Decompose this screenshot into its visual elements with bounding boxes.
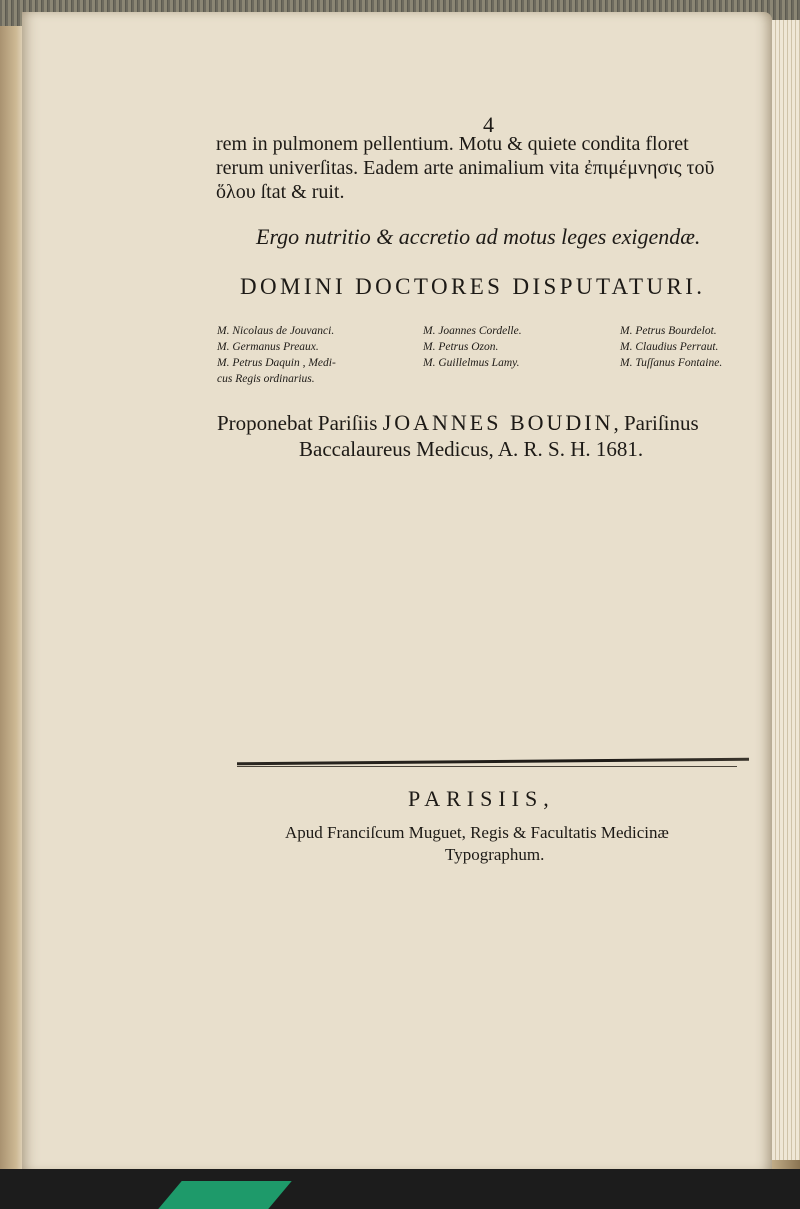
body-paragraph xyxy=(216,132,756,204)
doctor-name: M. Petrus Daquin , Medi- xyxy=(217,357,336,369)
body-line: rem in pulmonem pellentium. Motu & quiete condita floret xyxy=(216,133,689,155)
doctor-name: M. Germanus Preaux. xyxy=(217,341,319,353)
doctors-column-3 xyxy=(620,323,770,371)
doctors-column-2 xyxy=(423,323,603,371)
printer-line: Apud Franciſcum Muguet, Regis & Facultatis Medicinæ xyxy=(285,823,669,842)
page-stack-edge xyxy=(772,20,800,1160)
doctors-column-1 xyxy=(217,323,407,387)
body-line: rerum univerſitas. Eadem arte animalium vita ἐπιμέμνησις τοῦ xyxy=(216,157,715,179)
horizontal-rule-thin xyxy=(237,766,737,767)
imprint-city: PARISIIS, xyxy=(408,786,555,811)
doctor-name: M. Petrus Ozon. xyxy=(423,341,499,353)
printer-line: Typographum. xyxy=(445,845,545,864)
doctor-name: M. Claudius Perraut. xyxy=(620,341,719,353)
proponebat-prefix: Proponebat Pariſiis xyxy=(217,411,383,435)
thesis-statement: Ergo nutritio & accretio ad motus leges exigendæ. xyxy=(256,224,701,249)
doctors-heading: DOMINI DOCTORES DISPUTATURI. xyxy=(240,274,706,299)
green-bookmark-ribbon xyxy=(158,1181,291,1209)
doctor-name: M. Guillelmus Lamy. xyxy=(423,357,520,369)
imprint-printer xyxy=(285,822,765,866)
candidate-name: JOANNES BOUDIN xyxy=(382,410,614,435)
table-surface xyxy=(0,1169,800,1209)
degree-line: Baccalaureus Medicus, A. R. S. H. 1681. xyxy=(299,437,644,461)
proponebat-block xyxy=(217,410,777,462)
proponebat-suffix: , Pariſinus xyxy=(613,411,699,435)
doctor-name: M. Petrus Bourdelot. xyxy=(620,325,717,337)
doctor-name: M. Joannes Cordelle. xyxy=(423,325,522,337)
doctor-name-continuation: cus Regis ordinarius. xyxy=(217,373,315,385)
doctor-name: M. Tuſſanus Fontaine. xyxy=(620,357,723,369)
doctor-name: M. Nicolaus de Jouvanci. xyxy=(217,325,335,337)
page-number: 4 xyxy=(483,112,494,137)
body-line: ὅλου ſtat & ruit. xyxy=(216,181,345,203)
